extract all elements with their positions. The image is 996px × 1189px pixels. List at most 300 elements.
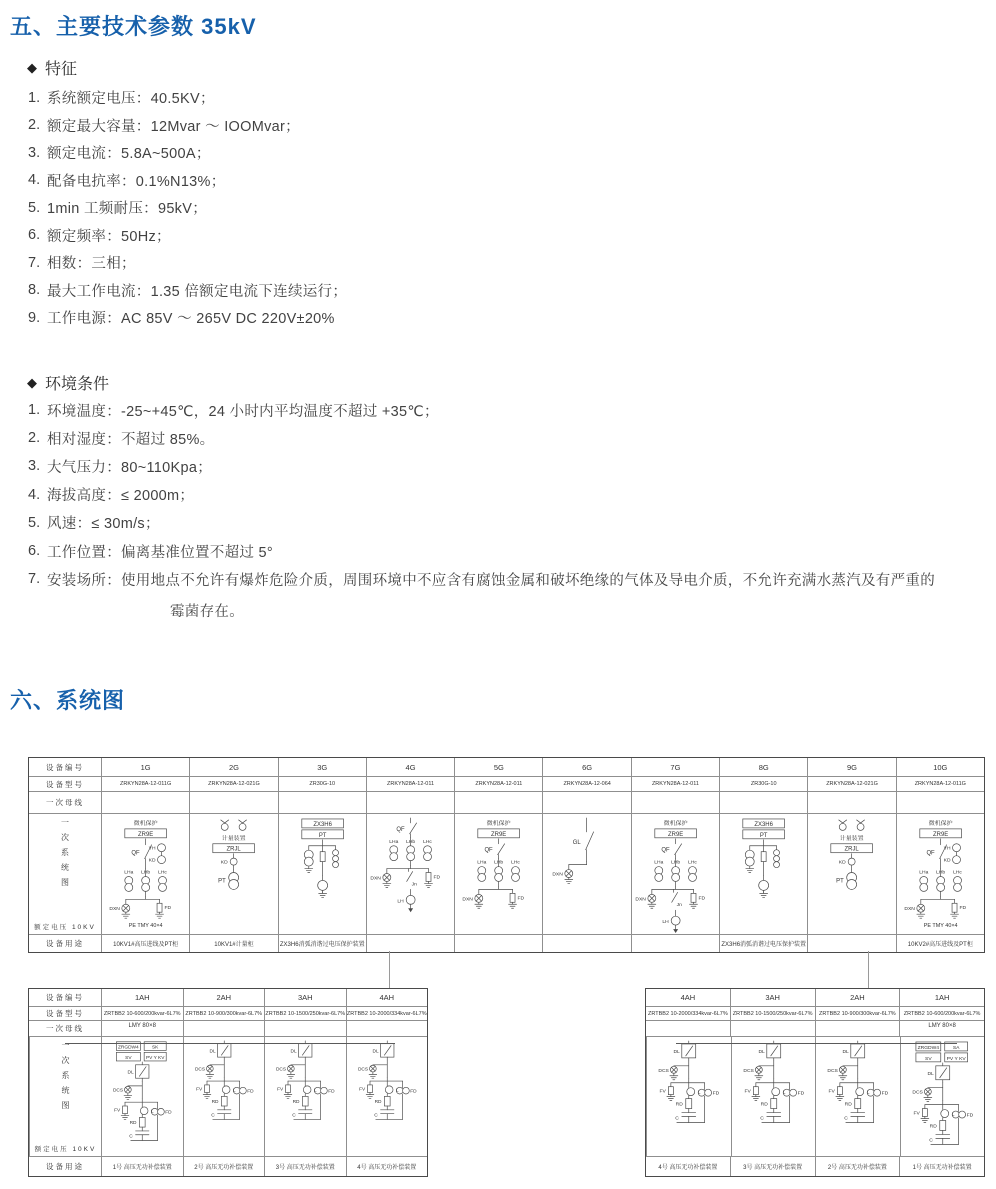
- svg-text:ZR9E: ZR9E: [667, 831, 684, 838]
- svg-text:LHb: LHb: [141, 870, 151, 876]
- col-model-1AH: ZRTBB2 10-600/200kvar-6L7%: [101, 1007, 183, 1020]
- item-number: 1.: [28, 89, 41, 106]
- svg-text:PE TMY 40×4: PE TMY 40×4: [128, 923, 163, 930]
- col-usage-4G: [366, 935, 454, 952]
- svg-text:计量装置: 计量装置: [840, 835, 864, 842]
- col-model-3AH: ZRTBB2 10-1500/250kvar-6L7%: [730, 1007, 815, 1020]
- svg-text:C: C: [759, 1116, 764, 1122]
- diagram-cell-5G: [454, 814, 542, 934]
- row-equipment-model: [29, 776, 984, 791]
- item-number: 7.: [28, 571, 41, 588]
- svg-text:LH: LH: [397, 899, 404, 905]
- row-label-primary-bus: 一次母线: [46, 798, 84, 807]
- col-bus-5G: [454, 792, 542, 813]
- row-equipment-usage: [646, 1156, 984, 1176]
- svg-text:LHb: LHb: [494, 860, 504, 866]
- diagram-cell-10G: [896, 814, 984, 934]
- svg-text:DL: DL: [673, 1049, 680, 1055]
- upper-switchgear-table: [28, 757, 985, 953]
- svg-text:SA: SA: [952, 1045, 959, 1051]
- svg-text:FD: FD: [433, 875, 440, 881]
- col-usage-1AH: 1号 高压无功补偿装置: [899, 1157, 984, 1176]
- svg-text:GL: GL: [573, 839, 582, 846]
- svg-text:RD: RD: [129, 1121, 137, 1127]
- svg-text:SK: SK: [151, 1045, 159, 1051]
- col-bus-2AH: [815, 1021, 900, 1036]
- diagram-cell-2G: [189, 814, 277, 934]
- col-bus-1G: [101, 792, 189, 813]
- oneline-diagram-vertical-label: 一次系统图: [60, 818, 70, 893]
- col-id-5G: 5G: [454, 758, 542, 776]
- item-number: 2.: [28, 430, 41, 447]
- item-text: 最大工作电流：1.35 倍额定电流下连续运行；: [47, 283, 348, 300]
- col-usage-2AH: 2号 高压无功补偿装置: [815, 1157, 900, 1176]
- item-text: 环境温度：-25~+45℃，24 小时内平均温度不超过 +35℃；: [47, 403, 439, 420]
- svg-text:DL: DL: [926, 1071, 934, 1077]
- svg-text:PV Y KV: PV Y KV: [946, 1056, 966, 1062]
- svg-text:L: L: [395, 1088, 399, 1094]
- svg-text:L: L: [150, 1109, 154, 1115]
- svg-text:ZRJL: ZRJL: [226, 846, 242, 853]
- svg-text:FV: FV: [195, 1087, 202, 1093]
- svg-text:Jn: Jn: [411, 882, 417, 888]
- row-oneline-diagram: [29, 1036, 427, 1156]
- svg-text:C: C: [928, 1138, 933, 1144]
- item-text: 系统额定电压：40.5KV；: [47, 91, 215, 108]
- row-label-oneline-diagram: [29, 1037, 101, 1156]
- item-text: 风速：≤ 30m/s；: [47, 516, 160, 533]
- svg-text:FD: FD: [164, 906, 172, 912]
- col-bus-3AH: [264, 1021, 346, 1036]
- diagram-cell-4AH: [646, 1037, 731, 1156]
- right-connector: [868, 951, 869, 988]
- diagram-cell-4G: [366, 814, 454, 934]
- col-id-4AH: 4AH: [680, 993, 696, 1002]
- col-id-10G: 10G: [896, 758, 984, 776]
- svg-text:KD: KD: [943, 858, 951, 864]
- col-model-4G: ZRKYN28A-12-011: [366, 777, 454, 791]
- row-equipment-usage: [29, 934, 984, 952]
- svg-text:LHc: LHc: [158, 870, 167, 876]
- svg-text:FD: FD: [966, 1113, 973, 1119]
- col-usage-1G: 10KV1#高压进线及PT柜: [101, 935, 189, 952]
- row-label-primary-bus: 一次母线: [46, 1024, 84, 1033]
- svg-text:微机保护: 微机保护: [486, 820, 511, 827]
- item-text: 工作电源：AC 85V ～ 265V DC 220V±20%: [47, 311, 335, 328]
- row-label-equipment-model: 设备型号: [46, 779, 84, 789]
- row-oneline-diagram: [29, 813, 984, 934]
- row-equipment-model: [646, 1006, 984, 1020]
- page-title: 五、主要技术参数 35kV: [10, 14, 257, 39]
- svg-text:ZRJL: ZRJL: [844, 846, 860, 853]
- system-diagram-title: 六、系统图: [10, 688, 126, 713]
- env-item: [28, 481, 978, 509]
- svg-text:LHc: LHc: [422, 839, 432, 845]
- env-item: [28, 396, 978, 424]
- svg-text:LHc: LHc: [511, 860, 521, 866]
- diagram-cell-3AH: [264, 1037, 346, 1156]
- col-bus-4AH: [646, 1021, 730, 1036]
- col-model-6G: ZRKYN28A-12-064: [542, 777, 630, 791]
- svg-text:FV: FV: [828, 1089, 835, 1095]
- col-id-1AH: 1AH: [899, 989, 984, 1006]
- item-text-continued: 霉菌存在。: [170, 604, 244, 621]
- col-id-3G: 3G: [278, 758, 366, 776]
- svg-text:LHa: LHa: [477, 860, 487, 866]
- svg-text:FV: FV: [114, 1108, 121, 1114]
- col-bus-9G: [807, 792, 895, 813]
- svg-text:DL: DL: [209, 1049, 216, 1055]
- svg-text:RD: RD: [929, 1124, 937, 1130]
- item-text: 海拔高度：≤ 2000m；: [47, 488, 195, 505]
- col-id-7G: 7G: [631, 758, 719, 776]
- svg-text:ZR9E: ZR9E: [491, 831, 507, 838]
- svg-text:FV: FV: [358, 1087, 365, 1093]
- svg-text:RD: RD: [844, 1102, 852, 1108]
- svg-text:PE TMY 40×4: PE TMY 40×4: [923, 923, 958, 930]
- svg-text:DXN: DXN: [462, 897, 474, 903]
- feature-item: [28, 194, 978, 222]
- svg-text:FV: FV: [913, 1111, 920, 1117]
- item-text: 工作位置：偏离基准位置不超过 5°: [47, 544, 273, 561]
- svg-text:LHb: LHb: [935, 870, 945, 876]
- svg-text:DL: DL: [290, 1049, 297, 1055]
- svg-text:FV: FV: [744, 1089, 751, 1095]
- svg-text:L: L: [697, 1090, 701, 1096]
- svg-text:ZR9E: ZR9E: [932, 831, 948, 838]
- svg-text:DCS: DCS: [194, 1067, 205, 1073]
- col-id-4G: 4G: [366, 758, 454, 776]
- item-text: 1min 工频耐压：95kV；: [47, 201, 208, 218]
- svg-text:LHa: LHa: [389, 839, 399, 845]
- diagram-cell-8G: [719, 814, 807, 934]
- svg-text:PT: PT: [218, 878, 227, 885]
- col-bus-3AH: [730, 1021, 815, 1036]
- svg-text:Jn: Jn: [676, 903, 682, 909]
- col-bus-4G: [366, 792, 454, 813]
- svg-text:FV: FV: [277, 1087, 284, 1093]
- svg-text:RD: RD: [675, 1102, 683, 1108]
- svg-text:QF: QF: [131, 850, 140, 857]
- svg-text:DXN: DXN: [109, 907, 120, 913]
- col-model-2AH: ZRTBB2 10-900/300kvar-6L7%: [815, 1007, 900, 1020]
- svg-text:DL: DL: [842, 1049, 849, 1055]
- svg-text:SV: SV: [125, 1056, 132, 1062]
- col-id-2AH: 2AH: [183, 989, 265, 1006]
- col-id-6G: 6G: [542, 758, 630, 776]
- col-model-2G: ZRKYN28A-12-021G: [189, 777, 277, 791]
- svg-text:L: L: [232, 1088, 236, 1094]
- diagram-cell-3AH: [731, 1037, 816, 1156]
- env-item: [28, 537, 978, 565]
- col-usage-8G: ZX3H6消弧消谐过电压保护装置: [719, 935, 807, 952]
- col-model-9G: ZRKYN28A-12-021G: [807, 777, 895, 791]
- col-bus-2AH: [183, 1021, 265, 1036]
- svg-text:QF: QF: [926, 850, 935, 857]
- col-model-3G: ZR30G-10: [278, 777, 366, 791]
- svg-text:L: L: [313, 1088, 317, 1094]
- svg-text:FV: FV: [659, 1089, 666, 1095]
- col-id-1G: 1G: [101, 758, 189, 776]
- svg-text:RD: RD: [292, 1100, 300, 1106]
- col-bus-1AH: LMY 80×8: [899, 1021, 984, 1036]
- oneline-diagram-vertical-label: 一次系统图: [61, 1041, 70, 1116]
- features-heading-text: 特征: [45, 61, 78, 78]
- item-number: 1.: [28, 402, 41, 419]
- item-number: 2.: [28, 117, 41, 134]
- item-number: 9.: [28, 309, 41, 326]
- diagram-cell-2AH: [815, 1037, 900, 1156]
- feature-item: [28, 84, 978, 112]
- col-usage-7G: [631, 935, 719, 952]
- item-number: 6.: [28, 543, 41, 560]
- svg-text:DL: DL: [757, 1049, 765, 1055]
- col-model-4AH: ZRTBB2 10-2000/334kvar-6L7%: [648, 1010, 728, 1017]
- col-usage-1AH: 1号 高压无功补偿装置: [101, 1157, 183, 1176]
- diamond-bullet-icon: ◆: [27, 59, 37, 75]
- item-text: 安装场所：使用地点不允许有爆炸危险介质，周围环境中不应含有腐蚀金属和破坏绝缘的气体及导电介质，不允许充满水蒸汽及有严重的: [47, 572, 935, 589]
- col-usage-5G: [454, 935, 542, 952]
- svg-text:ZR9E: ZR9E: [138, 831, 154, 838]
- row-equipment-id: [646, 989, 984, 1006]
- svg-text:FD: FD: [328, 1089, 335, 1095]
- env-item: [28, 509, 978, 537]
- row-equipment-model: [29, 1006, 427, 1020]
- feature-item: [28, 139, 978, 167]
- svg-text:RD: RD: [760, 1102, 768, 1108]
- svg-text:ZX3H6: ZX3H6: [313, 821, 332, 828]
- diagram-cell-9G: [807, 814, 895, 934]
- svg-text:RD: RD: [374, 1100, 381, 1106]
- svg-text:微机保护: 微机保护: [928, 820, 953, 827]
- col-usage-2AH: 2号 高压无功补偿装置: [183, 1157, 265, 1176]
- svg-text:L: L: [866, 1090, 870, 1096]
- row-primary-bus: [646, 1020, 984, 1036]
- row-primary-bus: [29, 1020, 427, 1036]
- svg-text:FD: FD: [881, 1091, 889, 1097]
- svg-text:FD: FD: [246, 1089, 254, 1095]
- svg-text:KD: KD: [839, 860, 847, 866]
- item-number: 8.: [28, 282, 41, 299]
- rated-voltage-label: 额定电压 10KV: [34, 1146, 97, 1153]
- col-model-7G: ZRKYN28A-12-011: [631, 777, 719, 791]
- svg-text:LHc: LHc: [687, 860, 697, 866]
- svg-text:KD: KD: [221, 860, 228, 866]
- svg-text:DL: DL: [127, 1070, 134, 1076]
- col-model-3AH: ZRTBB2 10-1500/250kvar-6L7%: [264, 1007, 346, 1020]
- svg-text:FD: FD: [712, 1091, 720, 1097]
- row-label-equipment-id: 设备编号: [46, 993, 84, 1002]
- item-text: 额定电流：5.8A~500A；: [47, 146, 211, 163]
- svg-text:DCS: DCS: [275, 1067, 287, 1073]
- col-id-3AH: 3AH: [730, 989, 815, 1006]
- rated-voltage-label: 额定电压 10KV: [34, 924, 96, 931]
- svg-text:L: L: [782, 1090, 785, 1096]
- col-bus-3G: [278, 792, 366, 813]
- col-id-1AH: 1AH: [101, 989, 183, 1006]
- item-text: 大气压力：80~110Kpa；: [47, 459, 213, 476]
- diagram-cell-1AH: [101, 1037, 183, 1156]
- env-item: [28, 565, 978, 593]
- col-model-1AH: ZRTBB2 10-600/200kvar-6L7%: [899, 1007, 984, 1020]
- col-bus-1AH: LMY 80×8: [101, 1021, 183, 1036]
- svg-text:PT: PT: [759, 832, 768, 839]
- col-model-10G: ZRKYN28A-12-011G: [896, 777, 984, 791]
- svg-text:LHa: LHa: [918, 870, 929, 876]
- feature-item: [28, 249, 978, 277]
- left-connector: [389, 951, 390, 988]
- svg-text:计量装置: 计量装置: [222, 835, 246, 842]
- feature-item: [28, 222, 978, 250]
- svg-text:C: C: [373, 1113, 378, 1119]
- svg-text:DXN: DXN: [635, 897, 646, 903]
- item-number: 5.: [28, 514, 41, 531]
- col-bus-6G: [542, 792, 630, 813]
- item-number: 3.: [28, 144, 41, 161]
- svg-text:KD: KD: [148, 858, 156, 864]
- item-text: 额定频率：50Hz；: [47, 228, 171, 245]
- col-usage-3G: ZX3H6消弧消谐过电压保护装置: [278, 935, 366, 952]
- col-bus-4AH: [346, 1021, 428, 1036]
- row-equipment-id: [29, 758, 984, 776]
- svg-text:DCS: DCS: [911, 1090, 923, 1096]
- diamond-bullet-icon: ◆: [27, 374, 37, 390]
- item-number: 4.: [28, 172, 41, 189]
- svg-text:ZX3H6: ZX3H6: [754, 821, 773, 828]
- svg-text:DCS: DCS: [357, 1067, 368, 1073]
- diagram-cell-4AH: [346, 1037, 428, 1156]
- svg-text:LHb: LHb: [670, 860, 680, 866]
- col-model-2AH: ZRTBB2 10-900/300kvar-6L7%: [183, 1007, 265, 1020]
- feature-item: [28, 112, 978, 140]
- svg-text:LH: LH: [662, 920, 669, 926]
- environment-heading: [27, 371, 109, 394]
- svg-text:PV Y KV: PV Y KV: [145, 1056, 165, 1062]
- item-text: 相对湿度：不超过 85%。: [47, 431, 215, 448]
- svg-text:SV: SV: [924, 1056, 932, 1062]
- item-number: 3.: [28, 458, 41, 475]
- col-id-4AH: 4AH: [346, 989, 428, 1006]
- svg-text:PT: PT: [318, 832, 327, 839]
- col-usage-9G: [807, 935, 895, 952]
- environment-list: [28, 396, 978, 621]
- svg-text:L: L: [951, 1112, 954, 1118]
- col-usage-4AH: 4号 高压无功补偿装置: [658, 1165, 718, 1171]
- col-usage-2G: 10KV1#计量柜: [189, 935, 277, 952]
- features-list: [28, 84, 978, 332]
- col-usage-4AH: 4号 高压无功补偿装置: [346, 1157, 428, 1176]
- features-heading: [27, 56, 77, 79]
- svg-text:FD: FD: [797, 1091, 804, 1097]
- col-id-3AH: 3AH: [264, 989, 346, 1006]
- svg-text:QF: QF: [396, 826, 405, 833]
- busbar-line: [65, 1043, 395, 1044]
- svg-text:QF: QF: [484, 847, 493, 854]
- lower-right-capacitor-table: [645, 988, 985, 1177]
- svg-text:LHb: LHb: [405, 839, 416, 845]
- row-oneline-diagram: [646, 1036, 984, 1156]
- svg-text:LHa: LHa: [654, 860, 664, 866]
- svg-text:C: C: [844, 1116, 848, 1122]
- environment-heading-text: 环境条件: [45, 376, 110, 393]
- row-label-equipment-usage: 设备用途: [46, 939, 84, 948]
- svg-text:PT: PT: [836, 878, 845, 885]
- svg-text:DCS: DCS: [827, 1068, 838, 1074]
- col-id-8G: 8G: [719, 758, 807, 776]
- row-label-equipment-model: 设备型号: [46, 1009, 84, 1018]
- row-primary-bus: [29, 791, 984, 813]
- feature-item: [28, 167, 978, 195]
- col-model-1G: ZRKYN28A-12-011G: [101, 777, 189, 791]
- svg-text:FD: FD: [959, 906, 966, 912]
- item-number: 6.: [28, 227, 41, 244]
- svg-text:C: C: [292, 1113, 296, 1119]
- svg-text:RD: RD: [211, 1100, 218, 1106]
- diagram-cell-3G: [278, 814, 366, 934]
- col-bus-10G: [896, 792, 984, 813]
- svg-text:YH: YH: [943, 846, 951, 852]
- svg-text:DXN: DXN: [370, 876, 381, 882]
- svg-text:微机保护: 微机保护: [663, 820, 688, 827]
- svg-text:C: C: [129, 1134, 133, 1140]
- feature-item: [28, 277, 978, 305]
- diagram-cell-6G: [542, 814, 630, 934]
- item-number: 4.: [28, 486, 41, 503]
- svg-text:QF: QF: [661, 847, 670, 854]
- lower-left-capacitor-table: [28, 988, 428, 1177]
- row-label-equipment-usage: 设备用途: [46, 1162, 84, 1171]
- diagram-cell-7G: [631, 814, 719, 934]
- col-usage-6G: [542, 935, 630, 952]
- col-id-2G: 2G: [189, 758, 277, 776]
- col-id-2AH: 2AH: [815, 989, 900, 1006]
- col-bus-7G: [631, 792, 719, 813]
- svg-text:DXN: DXN: [904, 907, 915, 913]
- row-equipment-usage: [29, 1156, 427, 1176]
- feature-item: [28, 304, 978, 332]
- svg-text:FD: FD: [517, 896, 525, 902]
- col-usage-3AH: 3号 高压无功补偿装置: [730, 1157, 815, 1176]
- col-model-5G: ZRKYN28A-12-011: [454, 777, 542, 791]
- svg-text:FD: FD: [165, 1110, 172, 1116]
- diagram-cell-1AH: [900, 1037, 985, 1156]
- svg-text:DL: DL: [372, 1049, 379, 1055]
- col-bus-2G: [189, 792, 277, 813]
- busbar-line: [676, 1043, 957, 1044]
- diagram-cell-2AH: [183, 1037, 265, 1156]
- env-item: [28, 452, 978, 480]
- svg-text:ZRGDW4: ZRGDW4: [917, 1045, 939, 1051]
- svg-text:FD: FD: [409, 1089, 417, 1095]
- item-number: 7.: [28, 254, 41, 271]
- row-label-oneline-diagram: [29, 814, 101, 934]
- col-model-8G: ZR30G-10: [719, 777, 807, 791]
- svg-text:DXN: DXN: [552, 872, 564, 878]
- svg-text:DCS: DCS: [112, 1088, 124, 1094]
- svg-text:微机保护: 微机保护: [133, 820, 158, 827]
- svg-text:DCS: DCS: [658, 1068, 669, 1074]
- item-number: 5.: [28, 199, 41, 216]
- svg-text:YH: YH: [148, 846, 156, 852]
- row-equipment-id: [29, 989, 427, 1006]
- env-item: [28, 424, 978, 452]
- svg-text:ZRGDW4: ZRGDW4: [117, 1045, 139, 1051]
- item-text: 相数：三相；: [47, 256, 136, 273]
- svg-text:C: C: [210, 1113, 215, 1119]
- svg-text:FD: FD: [698, 896, 705, 902]
- col-usage-3AH: 3号 高压无功补偿装置: [264, 1157, 346, 1176]
- row-label-equipment-id: 设备编号: [46, 762, 84, 772]
